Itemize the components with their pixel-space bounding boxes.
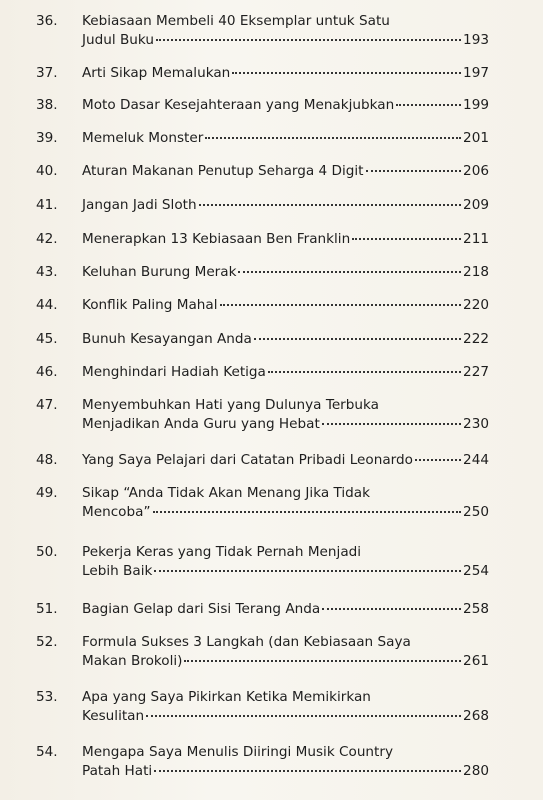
entry-title-line: Moto Dasar Kesejahteraan yang Menakjubkan — [82, 97, 395, 113]
dot-leader — [232, 71, 461, 74]
dot-leader — [199, 203, 461, 206]
dot-leader — [238, 270, 461, 273]
entry-number: 53. — [36, 689, 58, 705]
dot-leader — [184, 659, 461, 662]
entry-title-line: Yang Saya Pelajari dari Catatan Pribadi Leonardo — [82, 452, 413, 468]
entry-page-number: 244 — [463, 452, 489, 468]
entry-page-number: 199 — [463, 97, 489, 113]
entry-number: 46. — [36, 364, 58, 380]
entry-page-number: 193 — [463, 32, 489, 48]
entry-title-line: Konflik Paling Mahal — [82, 297, 218, 313]
dot-leader — [205, 136, 461, 139]
dot-leader — [153, 510, 462, 513]
dot-leader — [154, 769, 461, 772]
dot-leader — [154, 569, 461, 572]
entry-title-line: Menyembuhkan Hati yang Dulunya Terbuka — [82, 397, 379, 413]
entry-title-line: Judul Buku — [82, 32, 154, 48]
entry-number: 49. — [36, 485, 58, 501]
entry-number: 44. — [36, 297, 58, 313]
entry-title-line: Menerapkan 13 Kebiasaan Ben Franklin — [82, 231, 351, 247]
entry-title-line: Keluhan Burung Merak — [82, 264, 237, 280]
entry-page-number: 197 — [463, 65, 489, 81]
entry-title-line: Menghindari Hadiah Ketiga — [82, 364, 266, 380]
entry-page-number: 250 — [463, 504, 489, 520]
entry-page-number: 280 — [463, 763, 489, 779]
dot-leader — [396, 103, 461, 106]
entry-page-number: 209 — [463, 197, 489, 213]
entry-title-line: Lebih Baik — [82, 563, 153, 579]
dot-leader — [146, 714, 461, 717]
entry-page-number: 268 — [463, 708, 489, 724]
entry-page-number: 258 — [463, 601, 489, 617]
entry-title-line: Pekerja Keras yang Tidak Pernah Menjadi — [82, 544, 362, 560]
entry-page-number: 254 — [463, 563, 489, 579]
entry-title-line: Bagian Gelap dari Sisi Terang Anda — [82, 601, 321, 617]
entry-page-number: 201 — [463, 130, 489, 146]
entry-title-line: Kebiasaan Membeli 40 Eksemplar untuk Satu — [82, 13, 390, 29]
entry-title-line: Apa yang Saya Pikirkan Ketika Memikirkan — [82, 689, 371, 705]
entry-title-line: Mencoba” — [82, 504, 151, 520]
entry-number: 36. — [36, 13, 58, 29]
entry-title-line: Bunuh Kesayangan Anda — [82, 331, 252, 347]
entry-title-line: Menjadikan Anda Guru yang Hebat — [82, 416, 320, 432]
entry-page-number: 227 — [463, 364, 489, 380]
entry-number: 52. — [36, 634, 58, 650]
dot-leader — [322, 422, 461, 425]
entry-title-line: Mengapa Saya Menulis Diiringi Musik Country — [82, 744, 394, 760]
entry-title-line: Kesulitan — [82, 708, 145, 724]
entry-title-line: Memeluk Monster — [82, 130, 204, 146]
entry-number: 54. — [36, 744, 58, 760]
entry-page-number: 230 — [463, 416, 489, 432]
dot-leader — [156, 38, 461, 41]
entry-number: 42. — [36, 231, 58, 247]
dot-leader — [415, 458, 461, 461]
entry-number: 47. — [36, 397, 58, 413]
entry-number: 50. — [36, 544, 58, 560]
dot-leader — [322, 607, 461, 610]
entry-page-number: 218 — [463, 264, 489, 280]
dot-leader — [268, 370, 461, 373]
entry-title-line: Makan Brokoli) — [82, 653, 183, 669]
entry-title-line: Arti Sikap Memalukan — [82, 65, 231, 81]
entry-page-number: 206 — [463, 163, 489, 179]
entry-title-line: Aturan Makanan Penutup Seharga 4 Digit — [82, 163, 364, 179]
entry-number: 39. — [36, 130, 58, 146]
entry-title-line: Formula Sukses 3 Langkah (dan Kebiasaan Saya — [82, 634, 411, 650]
dot-leader — [366, 169, 462, 172]
entry-page-number: 211 — [463, 231, 489, 247]
entry-page-number: 222 — [463, 331, 489, 347]
dot-leader — [254, 337, 461, 340]
entry-number: 37. — [36, 65, 58, 81]
entry-page-number: 261 — [463, 653, 489, 669]
dot-leader — [220, 303, 462, 306]
entry-number: 41. — [36, 197, 58, 213]
entry-title-line: Jangan Jadi Sloth — [82, 197, 197, 213]
entry-title-line: Patah Hati — [82, 763, 153, 779]
entry-number: 40. — [36, 163, 58, 179]
entry-number: 38. — [36, 97, 58, 113]
entry-number: 51. — [36, 601, 58, 617]
entry-number: 48. — [36, 452, 58, 468]
entry-title-line: Sikap “Anda Tidak Akan Menang Jika Tidak — [82, 485, 370, 501]
entry-number: 43. — [36, 264, 58, 280]
entry-number: 45. — [36, 331, 58, 347]
entry-page-number: 220 — [463, 297, 489, 313]
dot-leader — [352, 237, 461, 240]
